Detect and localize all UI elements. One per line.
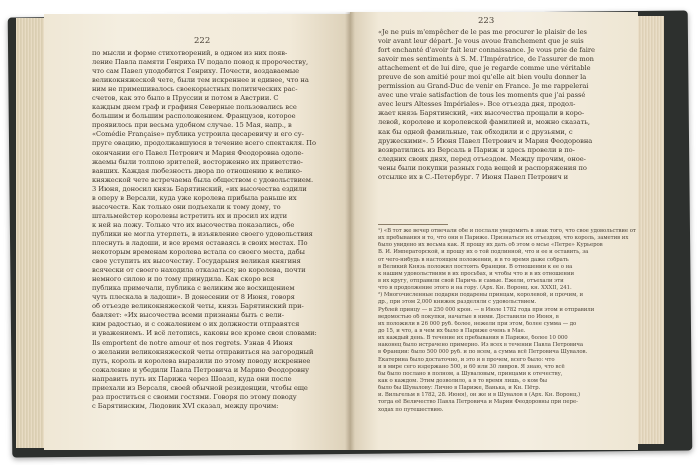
text-line: счетов, как это было в Пруссии и потом в Австрии. С [92, 94, 279, 103]
footnote-line: др., при этом 2,000 книжек разделяли с удовольствием. [378, 299, 537, 306]
text-line: чуть плескала в ладоши». В донесении от 8 Июня, говоря [92, 293, 295, 302]
text-line: возвратились из Версаль в Париж и здесь провели в по- [378, 145, 575, 154]
footnote-line: их пребывания и то, что они в Париже. Признаться их отъездом, что король, заметив их [378, 235, 629, 242]
footnote-divider [378, 224, 448, 225]
text-line: путь, король и королева выразили по этому поводу искреннее [92, 356, 311, 365]
text-line: avec une vraie satisfaction de tous les moments que j'ai passé [378, 91, 586, 100]
text-line: о желании великокняжеской четы отправиться на загородный [92, 347, 314, 356]
footnote-line: Екатерина было достаточно, и это и в прочем, всего было: что [378, 356, 555, 363]
text-line: раз проститься с своими гостями. Говоря по этому поводу [92, 392, 297, 401]
text-line: attachement et de lui dire, que je regarde comme une véritable [378, 64, 591, 73]
text-line: «Je ne puis m'empêcher de le pas me procurer le plaisir de les [378, 28, 587, 36]
footnote-line: ²) Многочисленные подарки подарены принцам, королевой, и прочим, и [378, 292, 584, 299]
book-gutter [345, 12, 355, 450]
footnote-line: бы было послано в полном, а Шуваловым, принцами к отечеству, [378, 370, 563, 377]
text-line: voir avant leur départ. Je vous avoue franchement que je suis [378, 37, 584, 46]
text-line: avec leurs Altesses Impériales». Все отъезда дня, продол- [378, 100, 576, 109]
footnote-line: было увидено их весьма как. Я прошу их дать об этом о мсье «Петре» Курьеров [378, 242, 603, 249]
text-line: в оперу в Версали, куда уже королева прибыла раньше их [92, 193, 297, 202]
right-page [350, 12, 638, 450]
text-line: preuve de son amitié pour moi qu'elle ait bien voulu donner la [378, 73, 587, 82]
text-line: штальмейстер королевы встретить их и просил их идти [92, 211, 288, 220]
text-line: проявилось при весьма удобном случае. 15 Мая, напр., в [92, 121, 292, 130]
footnote-line: было бы Шувалову: Лично в Париже, Ванька, и Кн. Пётр. [378, 385, 541, 392]
text-line: savoir mes sentiments à S. M. l'Impératrice, de l'assurer de mon [378, 55, 594, 64]
footnote-line: до 15, и что, а в чем их было в Париже очень в Мае. [378, 327, 526, 334]
right-page-body [378, 28, 595, 182]
text-line: бавляет: «Их высочества всеми признаны быть с вели- [92, 311, 284, 320]
footnote-line: к нашим удовольствиям в их просьбах, и чтобы что и в их отношении [378, 270, 575, 277]
text-line: приехали из Версаля, своей обычной резиденции, чтобы еще [92, 383, 308, 392]
footnote-line: тогда её Величество Павла Петровича и Марии Феодоровны при пере- [378, 399, 578, 406]
footnote-line: в Великий Князь положил постоять Франции. В отношении к ее о на [378, 263, 573, 270]
footnote-line: и в мире сего издержано 500, и 60 или 30 ливров. Я знаю, что всё [378, 363, 565, 370]
text-line: ким радостью, и с сожалением о их должности отправятся [92, 320, 300, 329]
footnote-line: и. Вильгельм в 1782, 28. Июня), он же и в Шувалов в (Арх. Кн. Воронц.) [378, 392, 581, 399]
text-line: направить путь их Парижа через Шоазп, куда они после [92, 374, 292, 383]
text-line: пруге овацию, продолжавшуюся в течение всего спектакля. По [92, 139, 316, 148]
text-line: великокняжеской чете, были тем искреннее и единее, что на [92, 76, 309, 85]
text-line: permission au Grand-Duc de venir en France. Je me rappelerai [378, 82, 589, 91]
text-line: чены были покупки разных года вещей и распоряжения по [378, 163, 587, 172]
text-line: «Comédie Française» публика устроила цесаревичу и его су- [92, 130, 304, 139]
text-line: жает князь Барятинский, «их высочества прощали в коро- [378, 109, 585, 118]
text-line: всячески от своего находила отказаться; но королева, почти [92, 266, 306, 275]
text-line: некоторым временам королева встала со своего места, дабы [92, 248, 305, 257]
text-line: большим и большим расположением. Французов, которое [92, 112, 296, 121]
text-line: сожаление и убедили Павла Петровича и Марию Феодоровну [92, 365, 310, 374]
text-line: высочеств. Как только они подъехали к тому дому, то [92, 202, 281, 211]
text-line: жаемы были толпою зрителей, восторженно их приветство- [92, 157, 303, 166]
text-line: окончании его Павел Петрович и Мария Феодоровна одоле- [92, 148, 304, 157]
left-page [44, 14, 350, 450]
footnote-line: как о каждом. Этим дозволило, а в то время лишь, о ком бы [378, 377, 548, 384]
text-line: левой, королеве и королевской фамилией и, можно сказать, [378, 118, 590, 127]
text-line: плеснуть в ладоши, и все время оставаясь в своих местах. По [92, 238, 308, 247]
text-line: публики не могла утерпеть, в изъявление своего удовольствия [92, 229, 313, 238]
footnote-line: в их кругу, отправили свой Паричь и самые. Ежели, отъехали эти [378, 277, 564, 284]
text-line: с Барятинским, Людовик XVI сказал, между прочим: [92, 401, 279, 410]
page-edges-left [16, 18, 46, 448]
text-line: публика примечали, публика с великим же восхищением [92, 284, 295, 293]
footnotes [378, 228, 636, 414]
footnote-line: от чего-нибудь в настоящем положении, и в то время даже собрать [378, 256, 569, 263]
text-line: следних своих днях, перед отъездом. Между прочим, оное- [378, 154, 586, 163]
text-line: ним не примешивалось своекорыстных политических рас- [92, 85, 298, 94]
footnote-line: В. И. Императорской, и прошу их о той подлинной, что и ее и оставить, за [378, 249, 589, 256]
text-line: 3 Июня, доносил князь Барятинский, «их высочества ездили [92, 184, 307, 193]
page-edges-right [636, 16, 664, 444]
footnote-line: в Франции: было 500 000 руб. и по всем, а сумма всё Петровича Шувалов. [378, 349, 588, 356]
text-line: вавших. Каждая любезность двора по отношению к велико- [92, 166, 303, 175]
text-line: как бы одной фамильные, так обходили и с друзьями, с [378, 127, 573, 136]
text-line: к ней на ложу. Только что их высочества показались, обе [92, 220, 295, 229]
text-line: об отъезде великокняжеской четы, князь Барятинский при- [92, 302, 304, 311]
footnote-line: что в продолжение этого и на гору. (Арх. Кн. Воронц. кн. XXXII, 241. [378, 285, 572, 292]
text-line: fort enchanté d'avoir fait leur connaissance. Je vous prie de faire [378, 46, 595, 55]
footnote-line: наконец было истрачено примерно. Из всех в течении Павла Петровича [378, 342, 584, 349]
footnote-line: ведомостью об покупки, начатые в ними. Доставили по Июня, в [378, 313, 559, 320]
page-number: 222 [194, 36, 211, 46]
text-line: каждым днем граф и графиня Северные пользовались все [92, 103, 297, 112]
text-line: княжеской чете встречаема была обществом с удовольствием. [92, 175, 314, 184]
footnote-line: их положили в 26 000 руб. более, нежели при этом, более сумма — до [378, 320, 577, 327]
footnote-line: ходах по путешествию. [378, 406, 444, 413]
text-line: отсылке их в С.-Петербург. 7 Июня Павел Петрович и [378, 172, 569, 181]
text-line: Ils emportent de notre amour et nos regrets. Узнав 4 Июня [92, 338, 293, 347]
text-line: свое уступить их высочеству. Государыня великая княгиня [92, 257, 301, 266]
text-line: по мысли и форме стихотворений, в одном из них появ- [92, 49, 288, 57]
text-line: что сам Павел уподобится Генриху. Почести, воздаваемые [92, 67, 300, 76]
text-line: ление Павла памяти Генриха IV подало повод к пророчеству, [92, 58, 309, 67]
text-line: дружескими». 5 Июня Павел Петрович и Мария Феодоровна [378, 136, 593, 145]
footnote-line: их каждый день. В течение их пребывания в Париже, более 10 000 [378, 335, 568, 342]
footnote-line: ¹) «В тот же вечер отвечали обе и послали уведомить в знак того, что свое удовольствие от [378, 228, 636, 234]
left-page-body [92, 49, 317, 411]
footnote-line: Рублей принцу — в 250 000 крон. — в Июле 1782 года при этом и отправили [378, 306, 595, 313]
page-number: 223 [478, 16, 495, 26]
text-line: немного силою и по тому принудила. Как скоро вся [92, 275, 275, 284]
text-line: и уважениемъ. И всё летопись, каковы все кроме свои словами: [92, 329, 317, 338]
